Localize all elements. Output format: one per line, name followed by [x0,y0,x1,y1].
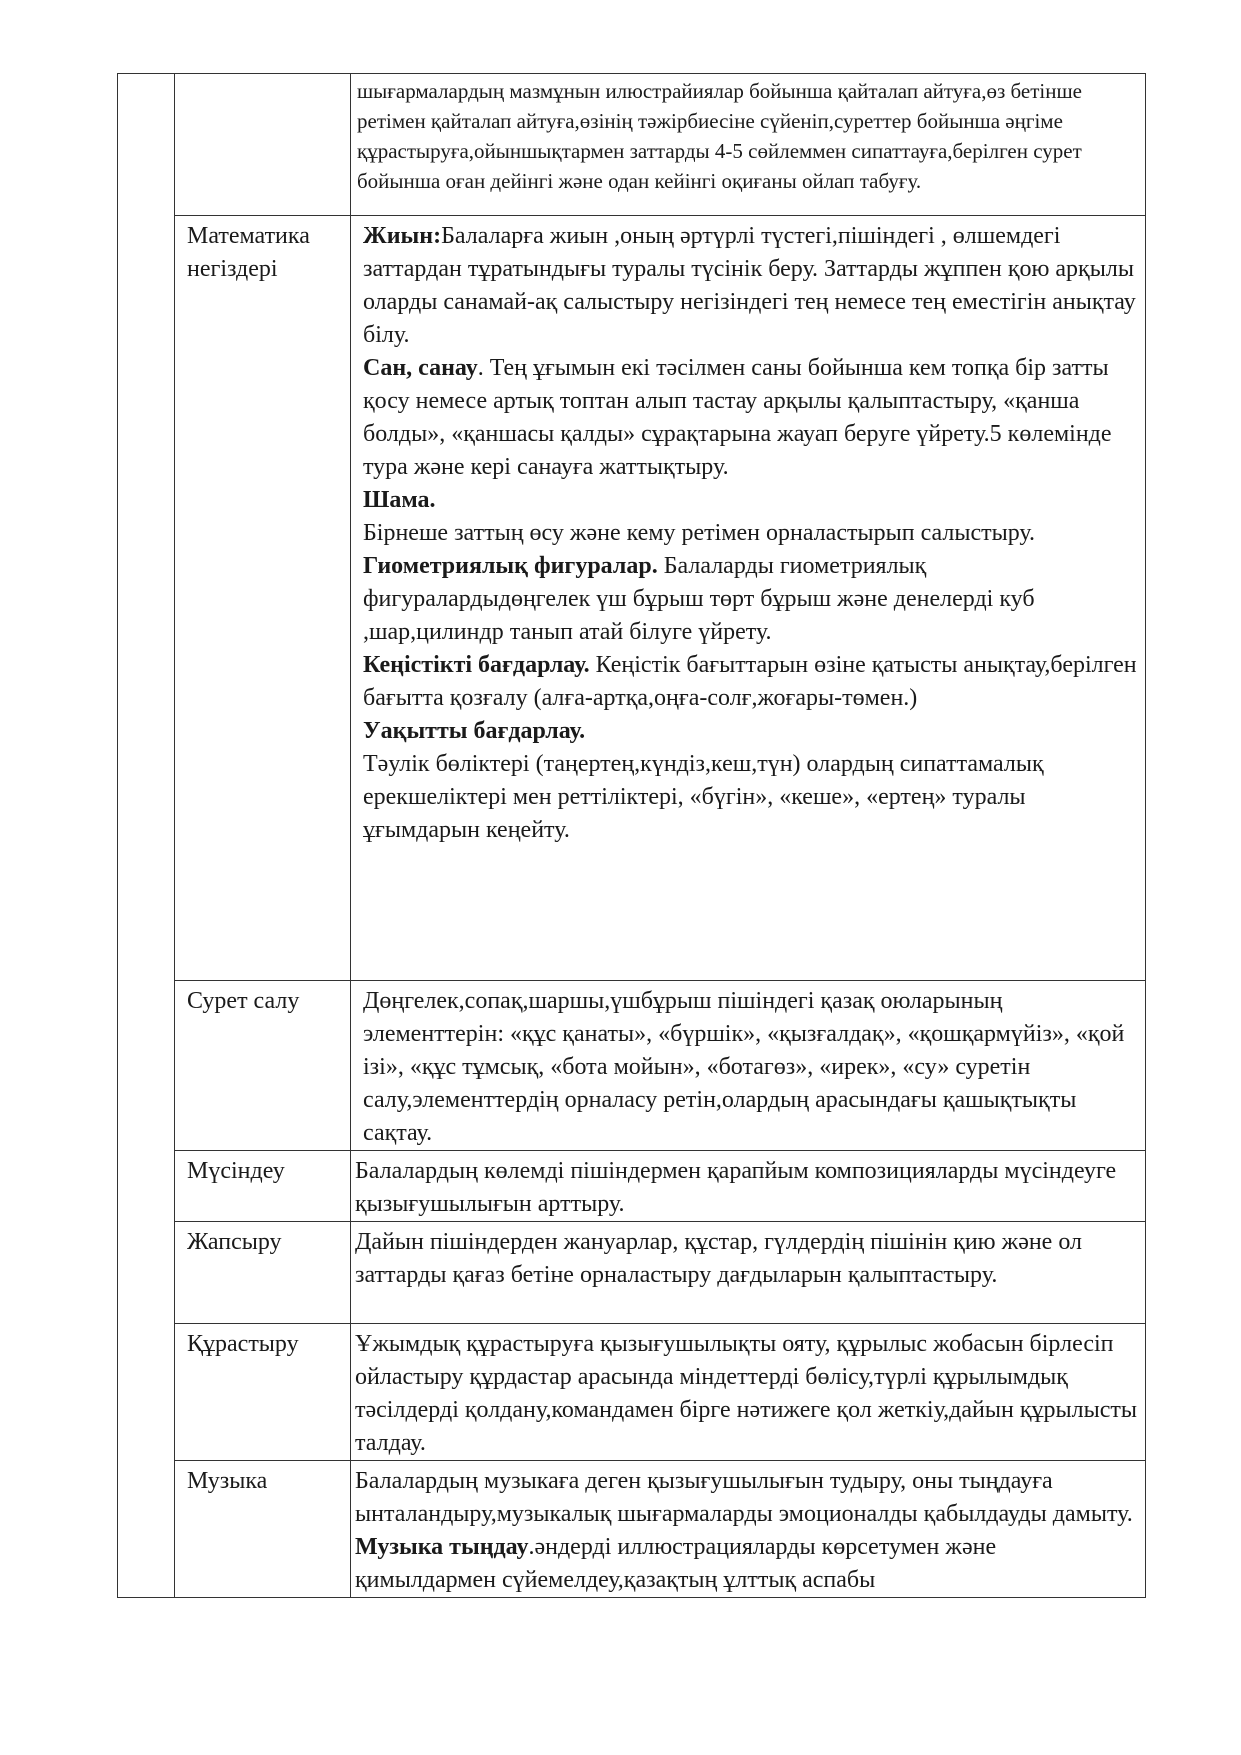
content-paragraph: Сан, санау. Тең ұғымын екі тәсілмен саны бойынша кем топқа бір затты қосу немесе артық топтан алып тастау арқылы қалыптастыру, «қанша болды», «қаншасы қалды» сұрақтарына жауап беруге үйрету.5 көлемінде тура және кері санауға жаттықтыру. [363,355,1112,480]
content-paragraph: Тәулік бөліктері (таңертең,күндіз,кеш,түн) олардың сипаттамалық ерекшеліктері мен реттіліктері, «бүгін», «кеше», «ертең» туралы ұғымдарын кеңейту. [363,751,1044,843]
subject-cell: Жапсыру [175,1222,351,1324]
content-paragraph: Дайын пішіндерден жануарлар, құстар, гүлдердің пішінін қию және ол заттарды қағаз бетіне орналастыру дағдыларын қалыптастыру. [355,1229,1082,1288]
subject-cell: Математика негіздері [175,216,351,981]
table-row [118,1151,1146,1222]
content-cell [351,1324,1146,1461]
subject-cell: Музыка [175,1461,351,1598]
content-paragraph: Уақытты бағдарлау. [363,718,586,744]
content-cell [351,1461,1146,1598]
content-paragraph: шығармалардың мазмұнын илюстрайиялар бойынша қайталап айтуға,өз бетінше ретімен қайталап айтуға,өзінің тәжірбиесіне сүйеніп,суреттер бойынша әңгіме құрастыруға,ойыншықтармен заттарды 4-5 сөйлеммен сипаттауға,берілген сурет бойынша оған дейінгі және одан кейінгі оқиғаны ойлап табуғу. [357,79,1082,193]
content-cell [351,981,1146,1151]
subject-cell: Сурет салу [175,981,351,1151]
table-row [118,1461,1146,1598]
content-paragraph: Гиометриялық фигуралар. Балаларды гиометриялық фигуралардыдөңгелек үш бұрыш төрт бұрыш және денелерді куб ,шар,цилиндр танып атай білуге үйрету. [363,553,1035,645]
content-paragraph: Бірнеше заттың өсу және кему ретімен орналастырып салыстыру. [363,520,1036,546]
subject-cell [175,74,351,216]
table-row [118,1222,1146,1324]
content-cell [351,74,1146,216]
content-paragraph: Шама. [363,487,436,513]
content-paragraph: Балалардың музыкаға деген қызығушылығын тудыру, оны тыңдауға ынталандыру,музыкалық шығармаларды эмоционалды қабылдауды дамыту. [355,1468,1133,1527]
curriculum-table [117,73,1146,1598]
content-paragraph: Дөңгелек,сопақ,шаршы,үшбұрыш пішіндегі қазақ оюларының элементтерін: «құс қанаты», «бүршік», «қызғалдақ», «қошқармүйіз», «қой ізі», «құс тұмсық, «бота мойын», «ботагөз», «ирек», «су» суретін салу,элементтердің орналасу ретін,олардың арасындағы қашықтықты сақтау. [363,988,1125,1146]
content-paragraph: Ұжымдық құрастыруға қызығушылықты ояту, құрылыс жобасын бірлесіп ойластыру құрдастар арасында міндеттерді бөлісу,түрлі құрылымдық тәсілдерді қолдану,командамен бірге нәтижеге қол жеткіу,дайын құрылысты талдау. [355,1331,1138,1456]
content-paragraph: Балалардың көлемді пішіндермен қарапйым композицияларды мүсіндеуге қызығушылығын арттыру. [355,1158,1117,1217]
table-row [118,1324,1146,1461]
subject-cell: Мүсіндеу [175,1151,351,1222]
table-row [118,74,1146,216]
content-paragraph: Кеңістікті бағдарлау. Кеңістік бағыттарын өзіне қатысты анықтау,берілген бағытта қозғалу (алға-артқа,оңға-солғ,жоғары-төмен.) [363,652,1137,711]
table-row [118,216,1146,981]
content-paragraph: Музыка тыңдау.әндерді иллюстрацияларды көрсетумен және қимылдармен сүйемелдеу,қазақтың ұлттық аспабы [355,1534,997,1593]
blank-index-cell [118,74,175,1598]
content-cell [351,216,1146,981]
subject-cell: Құрастыру [175,1324,351,1461]
content-cell [351,1151,1146,1222]
table-row [118,981,1146,1151]
content-cell [351,1222,1146,1324]
content-paragraph: Жиын:Балаларға жиын ,оның әртүрлі түстегі,пішіндегі , өлшемдегі заттардан тұратындығы туралы түсінік беру. Заттарды жұппен қою арқылы оларды санамай-ақ салыстыру негізіндегі тең немесе тең еместігін анықтау білу. [363,223,1136,348]
